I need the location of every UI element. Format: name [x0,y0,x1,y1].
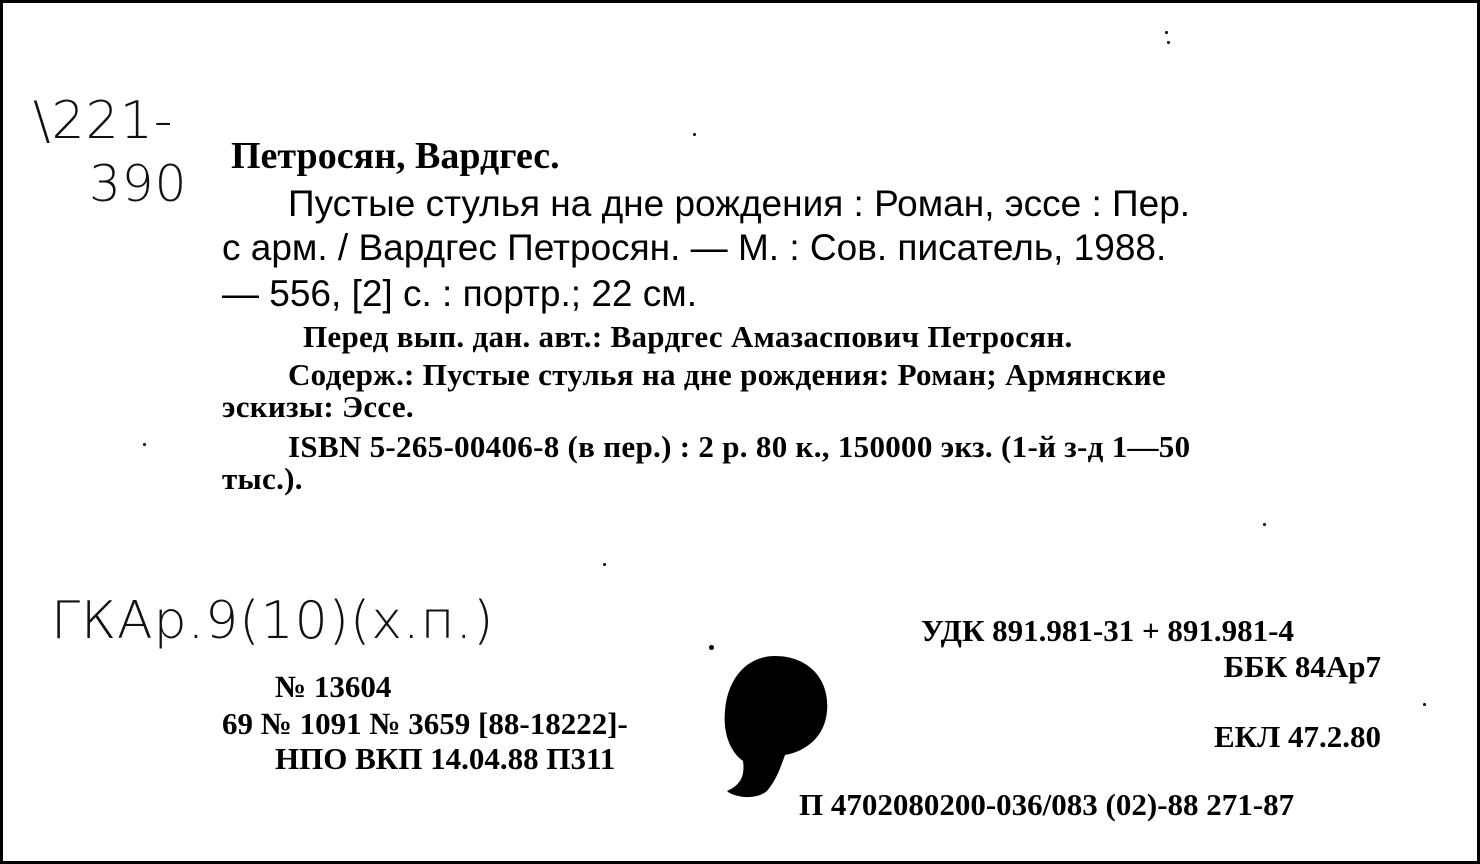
ink-blot [715,651,835,801]
contents-line-2: эскизы: Эссе. [222,389,414,424]
order-number: 69 № 1091 № 3659 [88-18222]- [222,706,628,741]
publisher-code: П 4702080200-036/083 (02)-88 271-87 [799,787,1295,822]
speck [693,133,696,136]
speck [709,645,714,650]
title-line-3: — 556, [2] с. : портр.; 22 см. [222,273,698,314]
handwritten-classification: ГКАр.9(10)(х.п.) [51,591,495,651]
ekl-code: ЕКЛ 47.2.80 [1213,719,1381,754]
speck [1165,31,1168,34]
press-info: НПО ВКП 14.04.88 П311 [275,741,616,776]
title-line-1: Пустые стулья на дне рождения : Роман, эссе : Пер. [288,183,1191,224]
speck [603,563,606,566]
speck [143,443,146,446]
speck [1423,703,1426,706]
isbn-line-1: ISBN 5-265-00406-8 (в пер.) : 2 р. 80 к., 150000 экз. (1-й з-д 1—50 [288,429,1191,464]
contents-line-1: Содерж.: Пустые стулья на дне рождения: Роман; Армянские [288,357,1166,392]
udk-code: УДК 891.981-31 + 891.981-4 [921,613,1294,648]
handwritten-call-number-line2: 390 [89,155,188,213]
bbk-code: ББК 84Ар7 [1223,649,1381,684]
author-heading: Петросян, Вардгес. [231,135,560,177]
isbn-line-2: тыс.). [222,461,303,496]
author-note: Перед вып. дан. авт.: Вардгес Амазаспович Петросян. [303,319,1073,354]
speck [1263,523,1266,526]
title-line-2: с арм. / Вардгес Петросян. — М. : Сов. писатель, 1988. [222,227,1167,268]
handwritten-call-number-line1: \221- [33,91,174,151]
speck [1167,41,1170,44]
card-number: № 13604 [275,669,392,704]
